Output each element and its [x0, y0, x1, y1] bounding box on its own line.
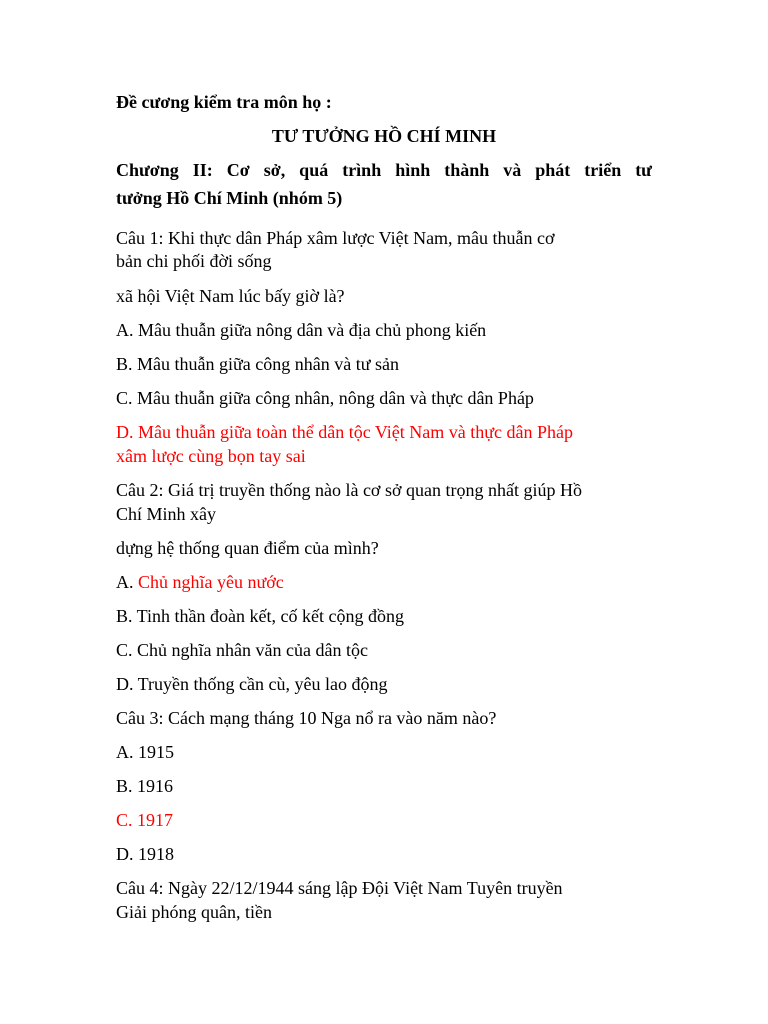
question-2-option-a-answer: Chủ nghĩa yêu nước — [138, 572, 284, 592]
doc-intro: Đề cương kiểm tra môn họ : — [116, 92, 332, 112]
question-2-option-c: C. Chủ nghĩa nhân văn của dân tộc — [116, 640, 368, 660]
question-2-option-b: B. Tinh thần đoàn kết, cố kết cộng đồng — [116, 606, 404, 626]
doc-title: TƯ TƯỞNG HỒ CHÍ MINH — [271, 126, 497, 146]
question-1-option-a: A. Mâu thuẫn giữa nông dân và địa chủ phong kiến — [116, 320, 487, 340]
question-2-option-a — [116, 570, 652, 594]
question-1-option-d-line-2: xâm lược cùng bọn tay sai — [116, 446, 306, 466]
question-1-option-d-line-1: D. Mâu thuẫn giữa toàn thể dân tộc Việt Nam và thực dân Pháp — [116, 422, 573, 442]
question-2-option-a-prefix: A. — [116, 572, 134, 592]
question-3-text: Câu 3: Cách mạng tháng 10 Nga nổ ra vào năm nào? — [116, 708, 497, 728]
question-2-text-line-1: Câu 2: Giá trị truyền thống nào là cơ sở quan trọng nhất giúp Hồ — [116, 480, 582, 500]
chapter-heading-line-2: tưởng Hồ Chí Minh (nhóm 5) — [116, 188, 343, 208]
question-1-option-c: C. Mâu thuẫn giữa công nhân, nông dân và thực dân Pháp — [116, 388, 534, 408]
question-3-option-c: C. 1917 — [116, 810, 174, 830]
chapter-heading-line-1: Chương II: Cơ sở, quá trình hình thành và phát triển tư — [116, 160, 652, 180]
question-4-text-line-1: Câu 4: Ngày 22/12/1944 sáng lập Đội Việt Nam Tuyên truyền — [116, 878, 563, 898]
question-2-text-line-2: Chí Minh xây — [116, 504, 217, 524]
question-2-text-line-3: dựng hệ thống quan điểm của mình? — [116, 538, 379, 558]
question-4-text-line-2: Giải phóng quân, tiền — [116, 902, 272, 922]
question-3-option-d: D. 1918 — [116, 844, 174, 864]
question-1-text-line-1: Câu 1: Khi thực dân Pháp xâm lược Việt Nam, mâu thuẫn cơ — [116, 228, 555, 248]
question-1-text-line-2: bản chi phối đời sống — [116, 251, 272, 271]
question-1-option-b: B. Mâu thuẫn giữa công nhân và tư sản — [116, 354, 399, 374]
question-3-option-b: B. 1916 — [116, 776, 174, 796]
question-2-option-d: D. Truyền thống cần cù, yêu lao động — [116, 674, 388, 694]
question-3-option-a: A. 1915 — [116, 742, 174, 762]
question-1-text-line-3: xã hội Việt Nam lúc bấy giờ là? — [116, 286, 345, 306]
